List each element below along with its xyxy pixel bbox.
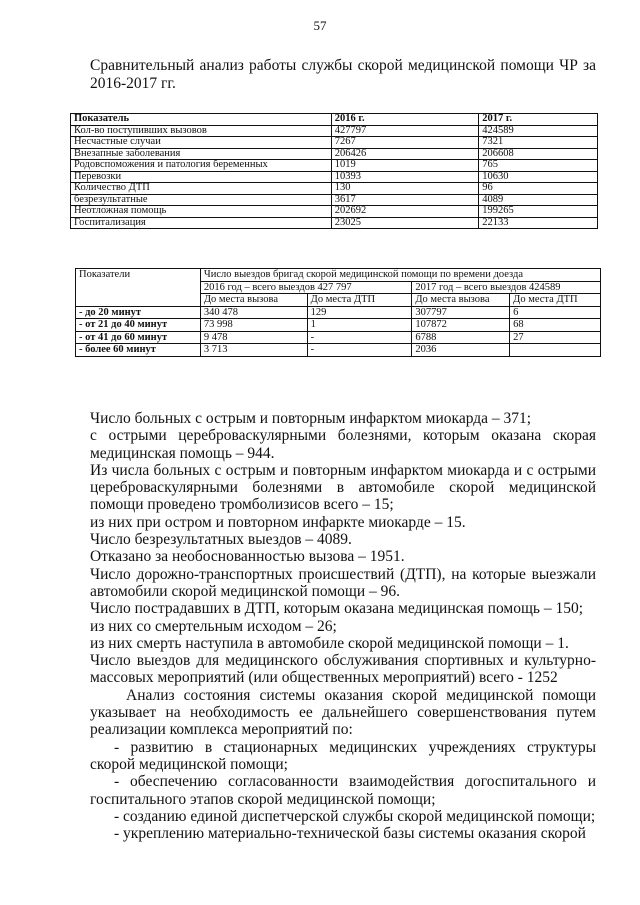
table-row [71,148,598,160]
list-item: - развитию в стационарных медицинских учреждениях структуры скорой медицинской помощи; [90,738,596,773]
row-label: Родовспоможения и патология беременных [71,160,332,172]
cell-2017: 206608 [479,148,598,160]
header-indicators: Показатели [76,269,201,307]
cell-call-2016: 73 998 [200,319,307,332]
row-label: Внезапные заболевания [71,148,332,160]
header-year-2017: 2017 год – всего выездов 424589 [412,281,601,294]
paragraph: из них со смертельным исходом – 26; [90,617,337,635]
cell-2016: 1019 [331,160,479,172]
header-indicator: Показатель [71,114,332,126]
table-row [71,125,598,137]
cell-call-2016: 9 478 [200,331,307,344]
cell-2016: 3617 [331,194,479,206]
paragraph: Из числа больных с острым и повторным инфарктом миокарда и с острыми цереброваскулярными болезнями в автомобиле скорой медицинской помощи проведено тромболизисов всего – 15; [90,461,596,514]
header-group: Число выездов бригад скорой медицинской помощи по времени доезда [200,269,600,282]
row-label: - от 21 до 40 минут [76,319,201,332]
list-item: - укреплению материально-технической базы системы оказания скорой [114,825,586,843]
row-label: Количество ДТП [71,183,332,195]
list-item: - обеспечению согласованности взаимодействия догоспитального и госпитального этапов скорой медицинской помощи; [90,773,596,808]
paragraph: Число пострадавших в ДТП, которым оказана медицинская помощь – 150; [90,600,584,618]
header-2016: 2016 г. [331,114,479,126]
cell-2016: 7267 [331,137,479,149]
cell-call-2017: 2036 [412,344,510,357]
list-item: - созданию единой диспетчерской службы скорой медицинской помощи; [114,807,596,825]
cell-2017: 7321 [479,137,598,149]
cell-dtp-2017 [510,344,601,357]
cell-2016: 206426 [331,148,479,160]
subheader-dtp-2017: До места ДТП [510,294,601,307]
cell-call-2017: 307797 [412,306,510,319]
row-label: Неотложная помощь [71,206,332,218]
cell-2016: 10393 [331,171,479,183]
cell-dtp-2016: 129 [307,306,412,319]
row-label: - до 20 минут [76,306,201,319]
row-label: - более 60 минут [76,344,201,357]
cell-2017: 199265 [479,206,598,218]
cell-dtp-2016: - [307,331,412,344]
row-label: Перевозки [71,171,332,183]
header-2017: 2017 г. [479,114,598,126]
page-number: 57 [313,18,327,33]
table-row [71,206,598,218]
cell-dtp-2017: 27 [510,331,601,344]
table-header-row [76,269,601,282]
table-row [71,194,598,206]
row-label: Госпитализация [71,217,332,229]
paragraph: Число больных с острым и повторным инфарктом миокарда – 371; [90,410,532,427]
cell-call-2016: 3 713 [200,344,307,357]
cell-2017: 4089 [479,194,598,206]
header-year-2016: 2016 год – всего выездов 427 797 [200,281,412,294]
paragraph: Число безрезультатных выездов – 4089. [90,531,352,549]
paragraph: Число дорожно-транспортных происшествий (ДТП), на которые выезжали автомобили скорой медицинской помощи – 96. [90,565,596,600]
table-row [71,217,598,229]
cell-2017: 10630 [479,171,598,183]
cell-dtp-2016: 1 [307,319,412,332]
row-label: Несчастные случаи [71,137,332,149]
cell-2017: 424589 [479,125,598,137]
row-label: безрезультатные [71,194,332,206]
table-row [71,171,598,183]
paragraph: с острыми цереброваскулярными болезнями, которым оказана скорая медицинская помощь – 944. [90,427,596,462]
table-row [76,306,601,319]
table-row [76,331,601,344]
cell-dtp-2017: 6 [510,306,601,319]
cell-2016: 427797 [331,125,479,137]
cell-2017: 765 [479,160,598,172]
paragraph: из них при остром и повторном инфаркте миокарде – 15. [90,513,466,531]
table-header-row [71,114,598,126]
cell-2016: 130 [331,183,479,195]
subheader-call-2017: До места вызова [412,294,510,307]
paragraph: Отказано за необоснованностью вызова – 1951. [90,548,405,566]
analysis-paragraph: Анализ состояния системы оказания скорой медицинской помощи указывает на необходимость ее дальнейшего совершенствования путем реализации комплекса мероприятий по: [90,686,596,739]
paragraph: Число выездов для медицинского обслуживания спортивных и культурно-массовых мероприятий (или общественных мероприятий) всего - 1252 [90,652,596,687]
subheader-call-2016: До места вызова [200,294,307,307]
cell-call-2017: 6788 [412,331,510,344]
body-text [90,410,596,842]
document-heading: Сравнительный анализ работы службы скорой медицинской помощи ЧР за 2016-2017 гг. [90,57,596,92]
cell-2017: 22133 [479,217,598,229]
cell-2016: 202692 [331,206,479,218]
response-time-table [75,268,601,357]
table-row [76,344,601,357]
row-label: Кол-во поступивших вызовов [71,125,332,137]
table-row [71,183,598,195]
cell-2016: 23025 [331,217,479,229]
comparison-table [70,113,598,229]
subheader-dtp-2016: До места ДТП [307,294,412,307]
cell-2017: 96 [479,183,598,195]
cell-dtp-2017: 68 [510,319,601,332]
table-row [71,137,598,149]
cell-call-2017: 107872 [412,319,510,332]
table-row [71,160,598,172]
cell-call-2016: 340 478 [200,306,307,319]
row-label: - от 41 до 60 минут [76,331,201,344]
table-row [76,319,601,332]
cell-dtp-2016: - [307,344,412,357]
paragraph: из них смерть наступила в автомобиле скорой медицинской помощи – 1. [90,634,569,652]
